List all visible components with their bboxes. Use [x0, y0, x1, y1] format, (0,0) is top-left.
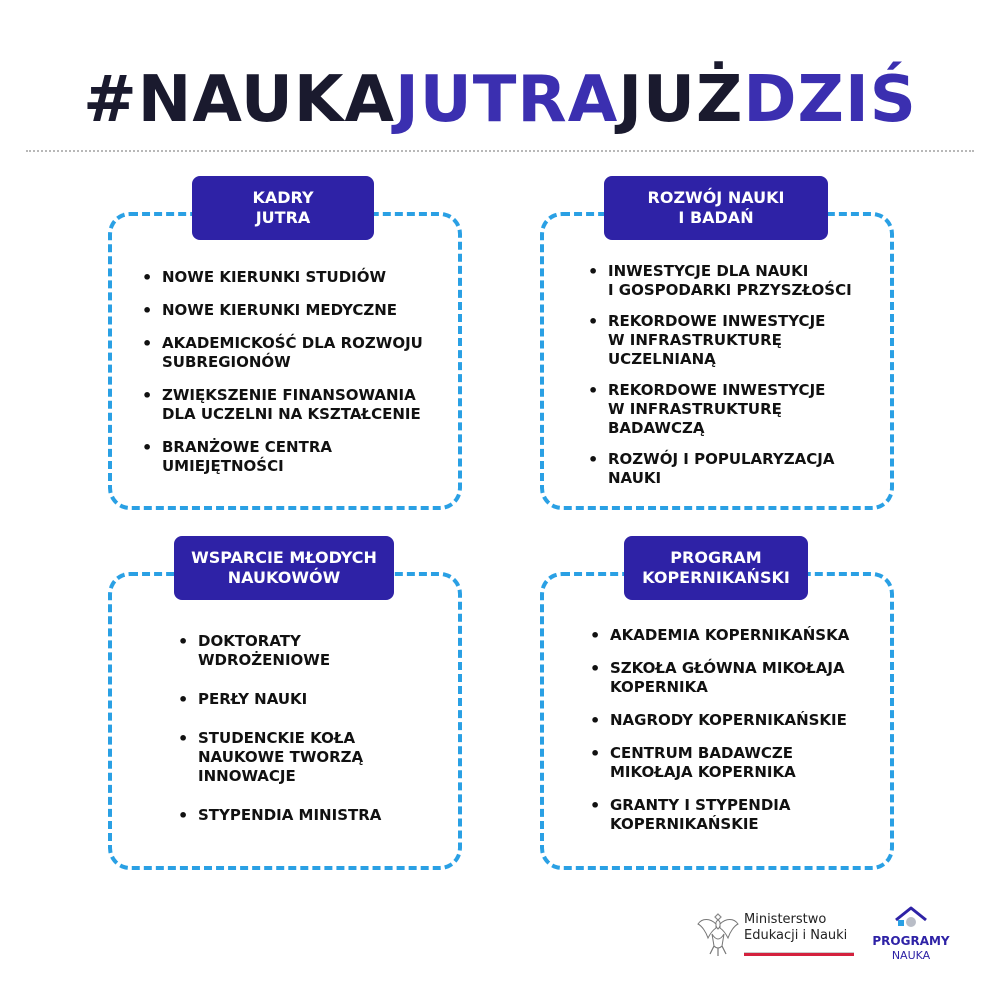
list-item: • PERŁY NAUKI — [178, 690, 448, 709]
list-item: • BRANŻOWE CENTRA UMIEJĘTNOŚCI — [142, 438, 452, 476]
title-part-dzis: DZIŚ — [743, 63, 917, 137]
title-part-jutra: JUTRA — [394, 63, 619, 137]
list-item: • ROZWÓJ I POPULARYZACJA NAUKI — [588, 450, 888, 488]
dotted-divider — [26, 150, 974, 152]
list-item: • ZWIĘKSZENIE FINANSOWANIA DLA UCZELNI NA KSZTAŁCENIE — [142, 386, 452, 424]
programy-subtitle: NAUKA — [891, 949, 931, 962]
list-item: • INWESTYCJE DLA NAUKI I GOSPODARKI PRZYSZŁOŚCI — [588, 262, 888, 300]
list-item: • NOWE KIERUNKI MEDYCZNE — [142, 301, 452, 320]
panel-title-program-kopernikanski — [624, 536, 808, 600]
ministry-line-2: Edukacji i Nauki — [744, 928, 848, 943]
panel-title-rozwoj-nauki — [604, 176, 828, 240]
list-item: • REKORDOWE INWESTYCJE W INFRASTRUKTURĘ BADAWCZĄ — [588, 381, 888, 438]
panel-list-rozwoj-nauki — [588, 262, 888, 502]
list-item: • STYPENDIA MINISTRA — [178, 806, 448, 825]
programy-nauka-logo — [868, 906, 954, 966]
list-item: • SZKOŁA GŁÓWNA MIKOŁAJA KOPERNIKA — [590, 659, 890, 697]
panel-list-wsparcie-mlodych — [178, 632, 448, 839]
list-item: • AKADEMICKOŚĆ DLA ROZWOJU SUBREGIONÓW — [142, 334, 452, 372]
list-item: • CENTRUM BADAWCZE MIKOŁAJA KOPERNIKA — [590, 744, 890, 782]
panel-title-line: KADRY — [252, 188, 314, 207]
list-item: • NAGRODY KOPERNIKAŃSKIE — [590, 711, 890, 730]
panel-list-program-kopernikanski — [590, 626, 890, 848]
list-item: • STUDENCKIE KOŁA NAUKOWE TWORZĄ INNOWACJE — [178, 729, 448, 786]
panel-title-line: KOPERNIKAŃSKI — [642, 568, 790, 587]
polish-flag-stripe — [744, 952, 854, 956]
panel-list-kadry-jutra — [142, 268, 452, 490]
panel-title-line: PROGRAM — [670, 548, 762, 567]
panel-title-line: WSPARCIE MŁODYCH — [191, 548, 377, 567]
ministry-line-1: Ministerstwo — [744, 912, 827, 927]
panel-title-line: JUTRA — [255, 208, 311, 227]
page-title — [0, 62, 1000, 138]
title-part-nauka: #NAUKA — [83, 63, 395, 137]
ministry-logo — [696, 908, 856, 964]
panel-title-kadry-jutra — [192, 176, 374, 240]
list-item: • GRANTY I STYPENDIA KOPERNIKAŃSKIE — [590, 796, 890, 834]
roof-house-icon — [894, 906, 928, 932]
programy-title: PROGRAMY — [872, 934, 950, 948]
panel-title-line: ROZWÓJ NAUKI — [647, 188, 785, 207]
white-eagle-emblem-icon — [696, 908, 740, 958]
list-item: • DOKTORATY WDROŻENIOWE — [178, 632, 448, 670]
list-item: • REKORDOWE INWESTYCJE W INFRASTRUKTURĘ UCZELNIANĄ — [588, 312, 888, 369]
list-item: • AKADEMIA KOPERNIKAŃSKA — [590, 626, 890, 645]
panel-title-line: NAUKOWÓW — [227, 568, 341, 587]
ministry-name — [744, 912, 847, 944]
list-item: • NOWE KIERUNKI STUDIÓW — [142, 268, 452, 287]
panel-title-line: I BADAŃ — [678, 208, 754, 227]
panel-title-wsparcie-mlodych — [174, 536, 394, 600]
title-part-juz: JUŻ — [618, 63, 744, 137]
